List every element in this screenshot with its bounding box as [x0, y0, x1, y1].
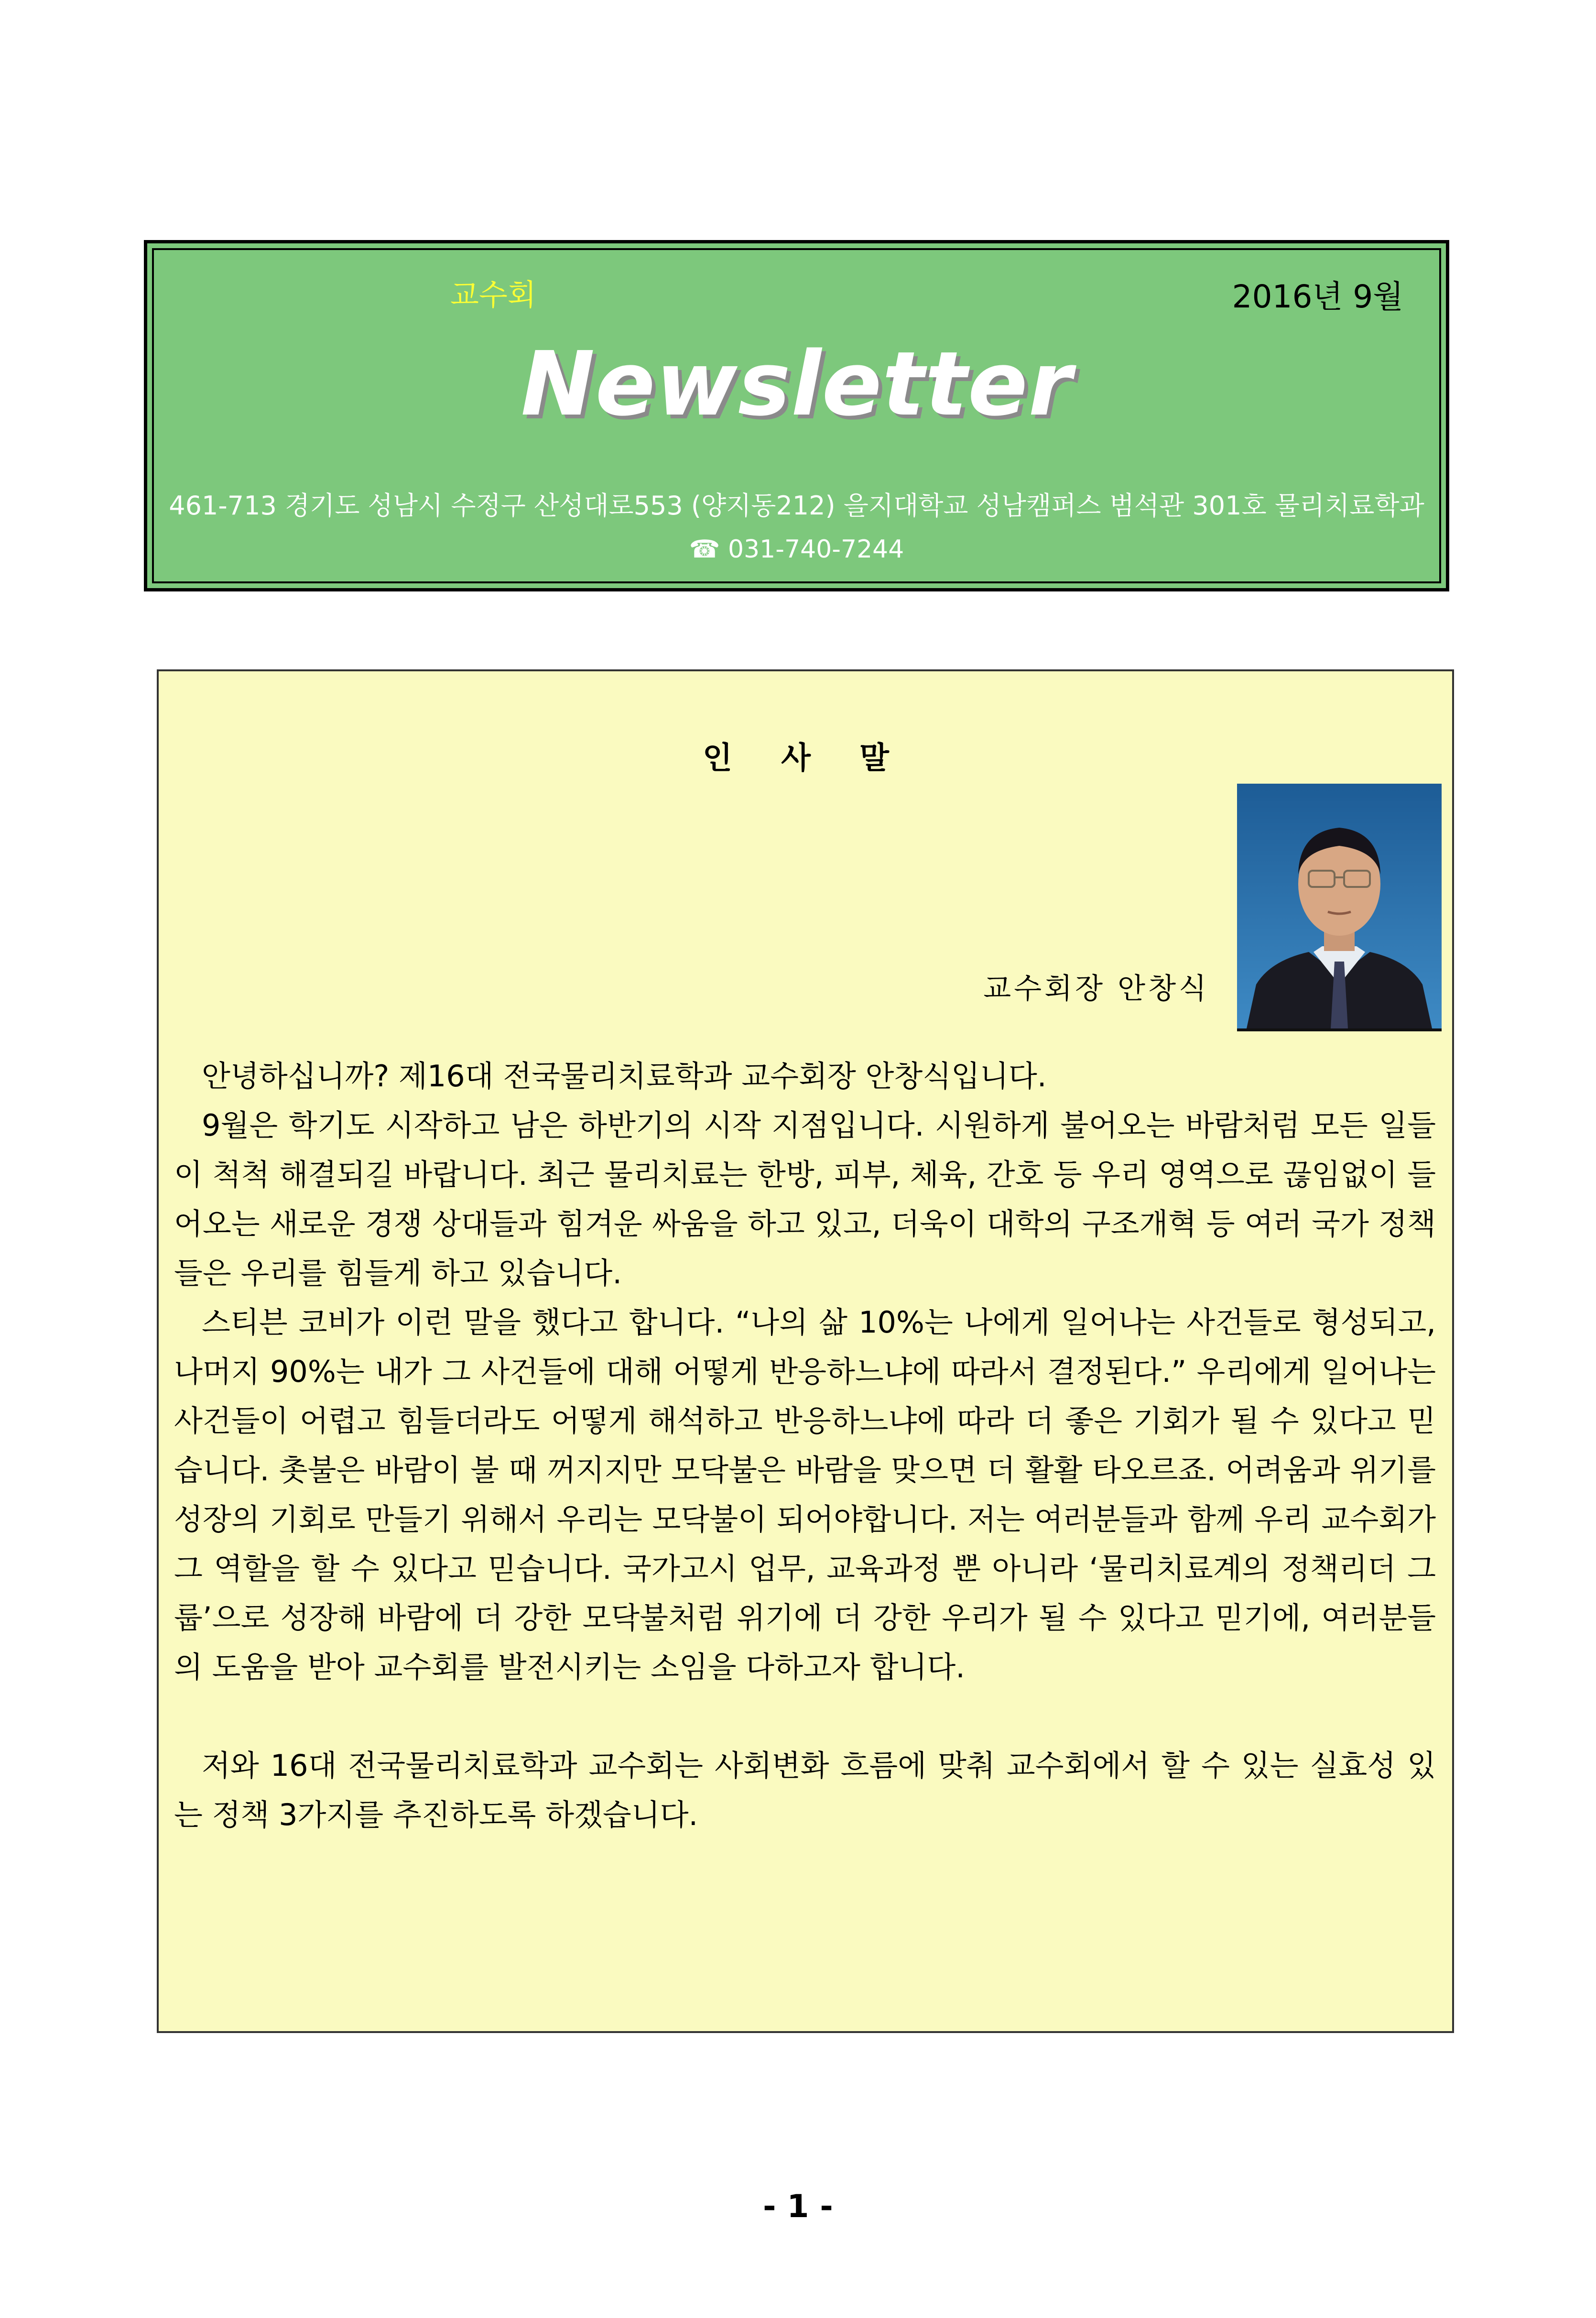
paragraph: 안녕하십니까? 제16대 전국물리치료학과 교수회장 안창식입니다.: [202, 1059, 1047, 1093]
paragraph: 9월은 학기도 시작하고 남은 하반기의 시작 지점입니다. 시원하게 불어오는 바람처럼 모든 일들이 척척 해결되길 바랍니다. 최근 물리치료는 한방, 피부, 체육, 간호 등 우리 영역으로 끊임없이 들어오는 새로운 경쟁 상대들과 힘겨운 싸움을 하고 있고, 더욱이 대학의 구조개혁 등 여러 국가 정책들은 우리를 힘들게 하고 있습니다.: [174, 1108, 1436, 1290]
greeting-body: [174, 1051, 1436, 1839]
author-portrait-photo: [1237, 784, 1442, 1031]
page-number: - 1 -: [763, 2188, 833, 2225]
organization-name: 교수회: [450, 277, 536, 312]
greeting-title: 인 사 말: [702, 741, 909, 776]
paragraph: 저와 16대 전국물리치료학과 교수회는 사회변화 흐름에 맞춰 교수회에서 할 수 있는 실효성 있는 정책 3가지를 추진하도록 하겠습니다.: [174, 1748, 1436, 1832]
issue-date: 2016년 9월: [1232, 278, 1403, 315]
phone-number: 031-740-7244: [727, 535, 904, 564]
header-inner-frame: [152, 248, 1441, 583]
newsletter-header: [144, 240, 1449, 591]
telephone-icon: ☎: [689, 535, 728, 564]
paragraph: 스티븐 코비가 이런 말을 했다고 합니다. “나의 삶 10%는 나에게 일어나는 사건들로 형성되고, 나머지 90%는 내가 그 사건들에 대해 어떻게 반응하느냐에 따라서 결정된다.” 우리에게 일어나는 사건들이 어렵고 힘들더라도 어떻게 해석하고 반응하느냐에 따라 더 좋은 기회가 될 수 있다고 믿습니다. 촛불은 바람이 불 때 꺼지지만 모닥불은 바람을 맞으면 더 활활 타오르죠. 어려움과 위기를 성장의 기회로 만들기 위해서 우리는 모닥불이 되어야합니다. 저는 여러분들과 함께 우리 교수회가 그 역할을 할 수 있다고 믿습니다. 국가고시 업무, 교육과정 뿐 아니라 ‘물리치료계의 정책리더 그룹’으로 성장해 바람에 더 강한 모닥불처럼 위기에 더 강한 우리가 될 수 있다고 믿기에, 여러분들의 도움을 받아 교수회를 발전시키는 소임을 다하고자 합니다.: [174, 1305, 1436, 1684]
newsletter-title: Newsletter: [521, 332, 1073, 436]
address: 461-713 경기도 성남시 수정구 산성대로553 (양지동212) 을지대학교 성남캠퍼스 범석관 301호 물리치료학과: [169, 491, 1424, 521]
author-name: 교수회장 안창식: [983, 972, 1209, 1006]
greeting-panel: [157, 669, 1454, 2033]
phone-line: [154, 535, 1439, 564]
